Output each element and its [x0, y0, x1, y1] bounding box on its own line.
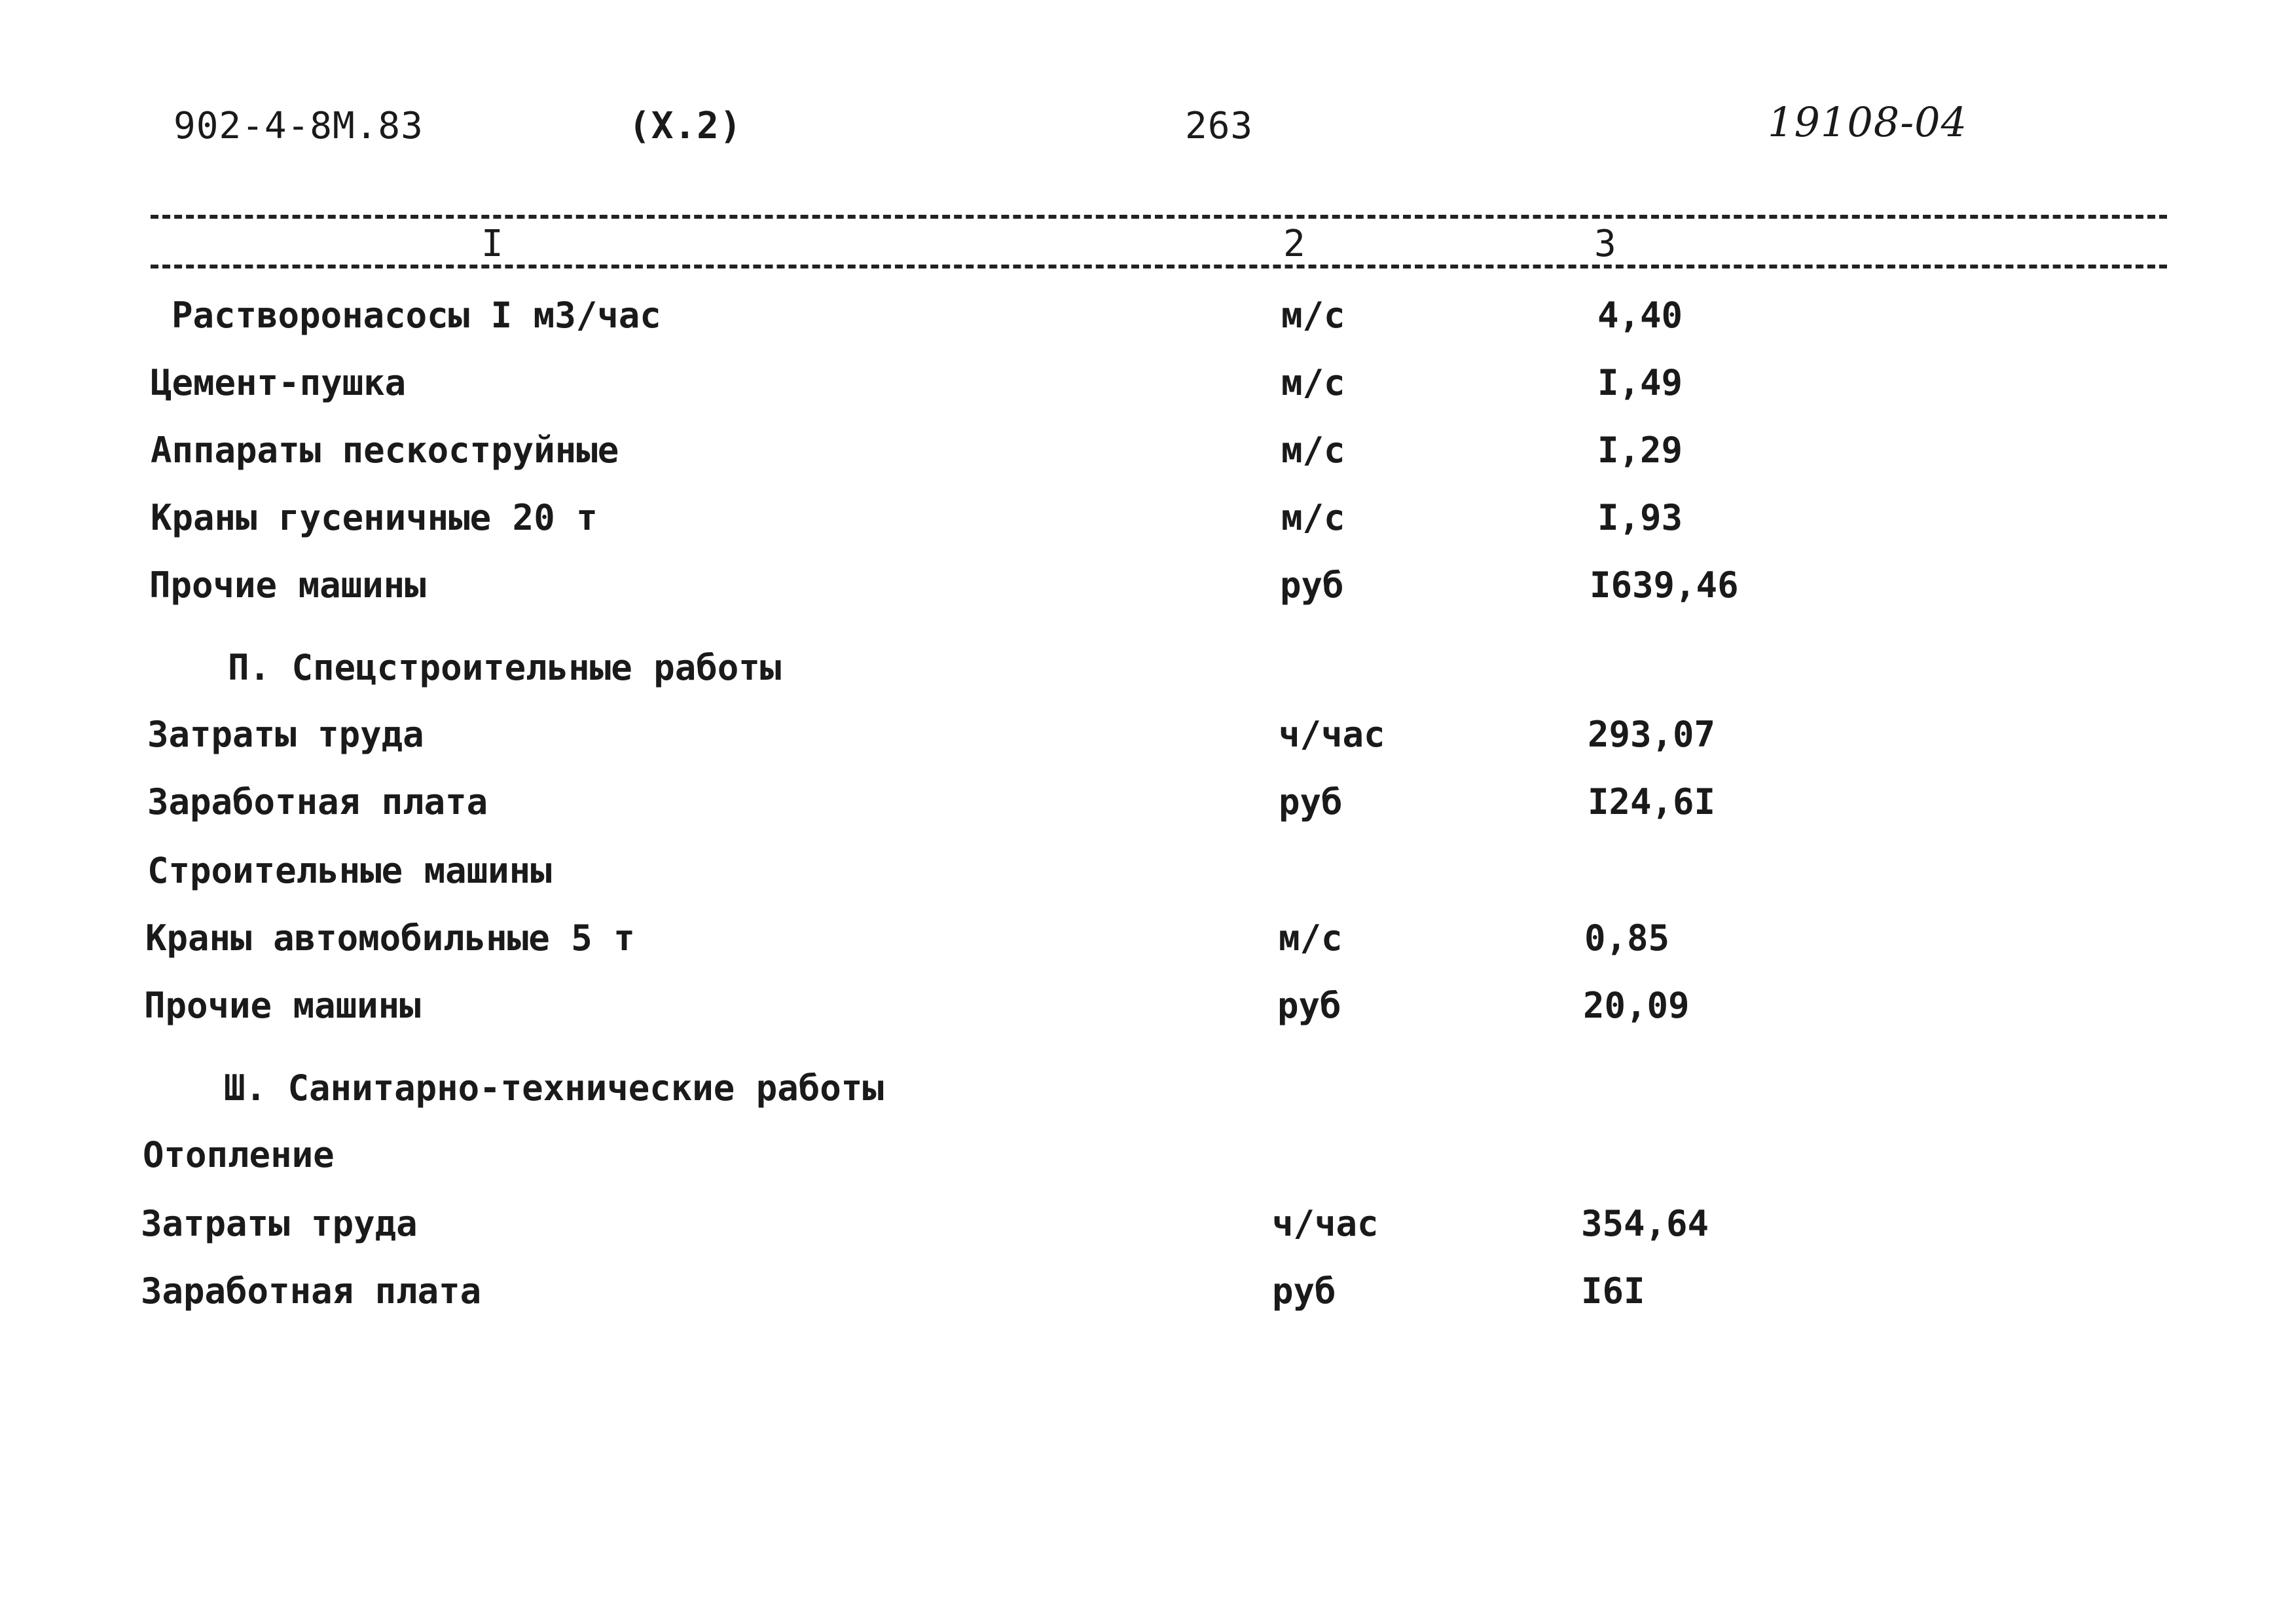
row-unit: руб: [1272, 1270, 1336, 1312]
row-value: I,29: [1597, 430, 1683, 471]
row-name: Заработная плата: [147, 781, 488, 822]
row-value: 20,09: [1583, 985, 1690, 1026]
row-name: Прочие машины: [144, 985, 421, 1026]
table-header-rule: [151, 265, 2167, 268]
row-name: Цемент-пушка: [151, 362, 407, 403]
row-value: 293,07: [1588, 714, 1716, 755]
row-value: I639,46: [1590, 564, 1739, 606]
row-name: Заработная плата: [141, 1270, 482, 1312]
row-value: I6I: [1581, 1270, 1645, 1312]
row-unit: м/с: [1281, 295, 1345, 336]
column-header-2: 2: [1283, 223, 1305, 265]
row-unit: м/с: [1281, 430, 1345, 471]
row-name: Прочие машины: [149, 564, 426, 606]
row-unit: руб: [1279, 781, 1343, 822]
row-value: I,49: [1597, 362, 1683, 403]
row-unit: м/с: [1281, 362, 1345, 403]
section-title: П. Спецстроительные работы: [228, 647, 782, 688]
row-unit: руб: [1277, 985, 1341, 1026]
page-number: 263: [1185, 105, 1254, 147]
inventory-number: 19108-04: [1768, 98, 1968, 146]
row-name: Отопление: [143, 1134, 335, 1175]
row-name: Краны автомобильные 5 т: [145, 917, 635, 959]
row-name: Строительные машины: [147, 850, 552, 891]
row-value: 0,85: [1584, 917, 1670, 959]
column-header-3: 3: [1594, 223, 1616, 265]
section-title: Ш. Санитарно-технические работы: [224, 1067, 884, 1109]
row-value: 4,40: [1597, 295, 1683, 336]
row-unit: руб: [1280, 564, 1344, 606]
row-name: Затраты труда: [147, 714, 424, 755]
row-name: Затраты труда: [141, 1203, 418, 1244]
column-header-1: I: [481, 223, 503, 265]
row-unit: ч/час: [1279, 714, 1385, 755]
section-label: (X.2): [629, 105, 742, 147]
table-top-rule: [151, 215, 2167, 219]
row-value: I24,6I: [1588, 781, 1716, 822]
row-value: 354,64: [1581, 1203, 1709, 1244]
document-code: 902-4-8М.83: [173, 105, 424, 147]
row-unit: м/с: [1281, 497, 1345, 538]
row-name: Растворонасосы I м3/час: [172, 295, 661, 336]
row-name: Краны гусеничные 20 т: [151, 497, 598, 538]
row-value: I,93: [1597, 497, 1683, 538]
row-unit: м/с: [1279, 917, 1343, 959]
row-name: Аппараты пескоструйные: [151, 430, 619, 471]
row-unit: ч/час: [1272, 1203, 1379, 1244]
